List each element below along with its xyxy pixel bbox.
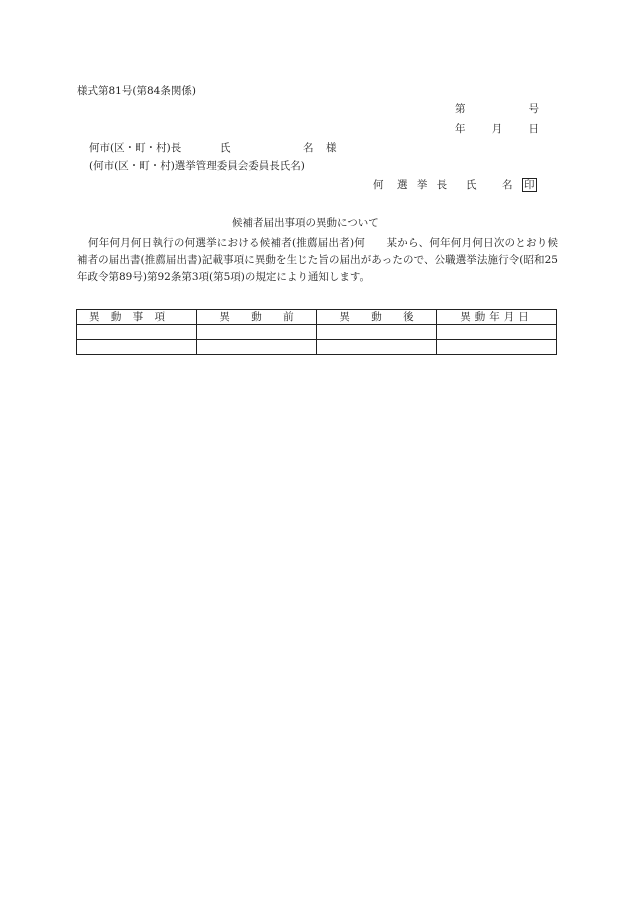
addressee-shi: 氏: [220, 142, 231, 154]
table-row: [77, 340, 557, 355]
form-number: 様式第81号(第84条関係): [77, 85, 196, 97]
table-cell[interactable]: [197, 325, 317, 340]
table-cell[interactable]: [197, 340, 317, 355]
addressee-office: 何市(区・町・村)長: [89, 142, 182, 154]
addressee-sama: 様: [326, 142, 337, 154]
date-month: 月: [491, 123, 503, 135]
date-year: 年: [455, 123, 466, 135]
table-cell[interactable]: [77, 340, 197, 355]
body-paragraph: 何年何月何日執行の何選挙における候補者(推薦届出者)何 某から、何年何月何日次のとおり候補者の届出書(推薦届出書)記載事項に異動を生じた旨の届出があったので、公職選挙法施行令(昭和25年政令第89号)第92条第3項(第5項)の規定により通知します。: [77, 237, 558, 283]
sender-prefix: 何: [373, 179, 384, 191]
table-cell[interactable]: [77, 325, 197, 340]
date-day: 日: [528, 123, 539, 135]
date-line: [455, 124, 539, 135]
table-cell[interactable]: [317, 340, 437, 355]
addressee-mei: 名: [303, 142, 314, 154]
seal-stamp: [522, 178, 537, 192]
seal-label: 印: [524, 179, 535, 191]
sender-mei: 名: [502, 179, 513, 191]
sender-shi: 氏: [466, 179, 477, 191]
table-header-cell: 異 動 前: [197, 310, 317, 325]
table-cell[interactable]: [437, 325, 557, 340]
number-go: 号: [528, 103, 539, 115]
table-row: [77, 325, 557, 340]
table-cell[interactable]: [437, 340, 557, 355]
document-title: 候補者届出事項の異動について: [232, 217, 379, 229]
table-header-cell: 異動年月日: [437, 310, 557, 325]
number-line: [455, 104, 539, 115]
addressee-alt: (何市(区・町・村)選挙管理委員会委員長氏名): [89, 160, 305, 172]
table-cell[interactable]: [317, 325, 437, 340]
number-dai: 第: [455, 103, 466, 115]
change-table: [76, 309, 557, 355]
sender-title: 選 挙 長: [397, 179, 448, 191]
table-header-cell: 異 動 後: [317, 310, 437, 325]
table-header-row: [77, 310, 557, 325]
table-header-cell: 異 動 事 項: [77, 310, 197, 325]
